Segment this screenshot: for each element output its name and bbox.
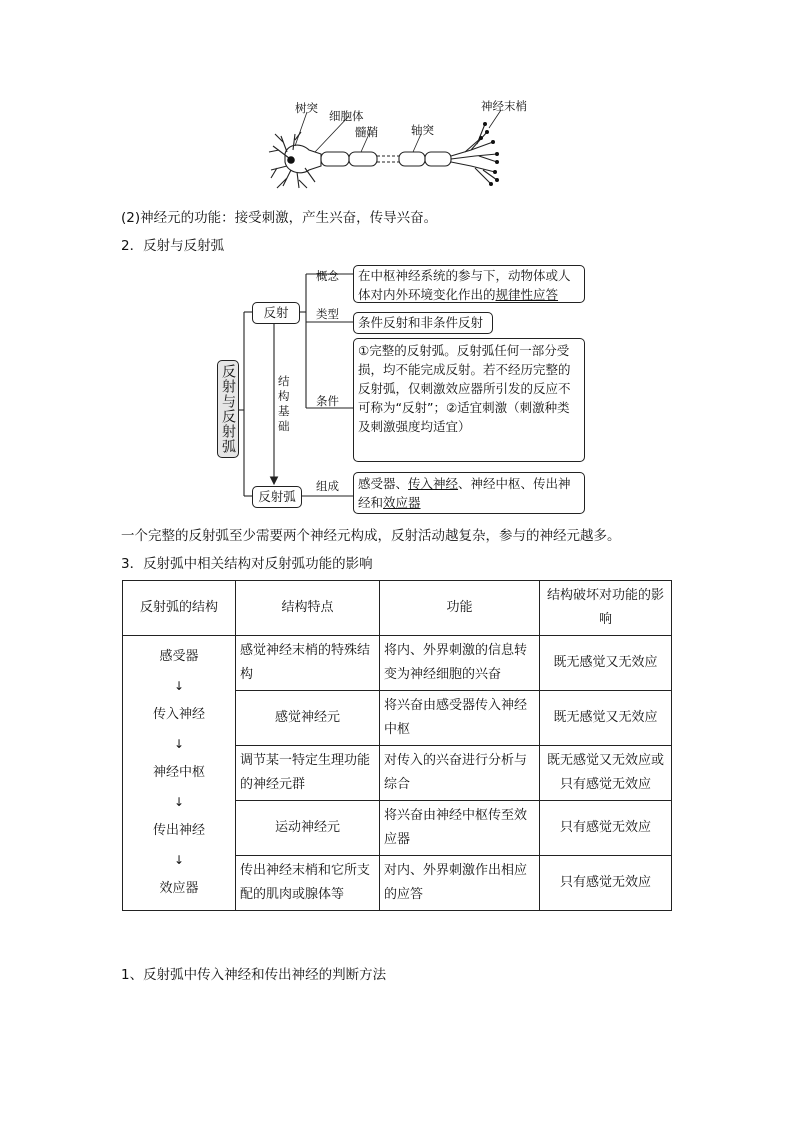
- table-cell: 将兴奋由感受器传入神经中枢: [380, 691, 540, 746]
- chain-node: 效应器: [159, 881, 199, 896]
- table-cell: 只有感觉无效应: [540, 856, 672, 911]
- concept-text-underlined: 规律性应答: [495, 287, 559, 302]
- chain-node: 传入神经: [152, 707, 205, 722]
- table-cell: 将兴奋由神经中枢传至效应器: [380, 801, 540, 856]
- root-node-label: 反射与反射弧: [220, 364, 236, 454]
- neuron-count-note: 一个完整的反射弧至少需要两个神经元构成，反射活动越复杂，参与的神经元越多。: [121, 528, 621, 544]
- reflex-arc-chain: [127, 645, 231, 901]
- box-composition: [353, 472, 585, 514]
- table-cell: 对内、外界刺激作出相应的应答: [380, 856, 540, 911]
- neuron-diagram: [265, 96, 535, 196]
- table-header: 反射弧的结构: [123, 581, 236, 636]
- chain-node: 神经中枢: [152, 765, 205, 780]
- table-cell: 对传入的兴奋进行分析与综合: [380, 746, 540, 801]
- label-cell-body: 细胞体: [329, 109, 364, 123]
- composition-text-a: 感受器、: [358, 476, 409, 491]
- reflex-concept-map: [210, 262, 590, 516]
- node-reflex-arc: 反射弧: [252, 486, 302, 508]
- table-cell: 运动神经元: [236, 801, 380, 856]
- label-structure-basis: 结构基础: [278, 374, 292, 434]
- down-arrow-icon: ↓: [173, 737, 185, 751]
- concept-text: 在中枢神经系统的参与下，动物体或人体对内外环境变化作出的: [358, 268, 571, 302]
- table-cell: 感觉神经元: [236, 691, 380, 746]
- reflex-arc-chain-cell: [123, 636, 236, 911]
- reflex-arc-structure-table: [122, 580, 672, 911]
- section-2-heading: 2．反射与反射弧: [121, 238, 225, 254]
- label-myelin: 髓鞘: [355, 125, 378, 139]
- root-node-reflex-and-arc: [217, 360, 239, 458]
- footer-heading: 1、反射弧中传入神经和传出神经的判断方法: [121, 967, 387, 983]
- table-header-row: [123, 581, 672, 636]
- table-cell: 既无感觉又无效应或只有感觉无效应: [540, 746, 672, 801]
- box-type: 条件反射和非条件反射: [353, 312, 493, 334]
- node-reflex: 反射: [252, 302, 300, 324]
- table-cell: 调节某一特定生理功能的神经元群: [236, 746, 380, 801]
- table-header: 功能: [380, 581, 540, 636]
- chain-node: 感受器: [159, 649, 199, 664]
- table-header: 结构破坏对功能的影响: [540, 581, 672, 636]
- table-cell: 只有感觉无效应: [540, 801, 672, 856]
- box-condition: ①完整的反射弧。反射弧任何一部分受损，均不能完成反射。若不经历完整的反射弧，仅刺激效应器所引发的反应不可称为“反射”；②适宜刺激（刺激种类及刺激强度均适宜）: [353, 338, 585, 462]
- chain-node: 传出神经: [152, 823, 205, 838]
- table-cell: 既无感觉又无效应: [540, 691, 672, 746]
- label-condition: 条件: [316, 394, 339, 408]
- neuron-function-text: (2)神经元的功能：接受刺激，产生兴奋，传导兴奋。: [121, 210, 438, 226]
- label-nerve-ending: 神经末梢: [481, 99, 527, 113]
- table-cell: 将内、外界刺激的信息转变为神经细胞的兴奋: [380, 636, 540, 691]
- label-concept: 概念: [316, 269, 339, 283]
- down-arrow-icon: ↓: [173, 795, 185, 809]
- label-type: 类型: [316, 307, 339, 321]
- label-axon: 轴突: [411, 123, 434, 137]
- box-concept: [353, 265, 585, 303]
- composition-effector: 效应器: [383, 495, 421, 510]
- table-cell: 既无感觉又无效应: [540, 636, 672, 691]
- label-composition: 组成: [316, 479, 339, 493]
- section-3-heading: 3．反射弧中相关结构对反射弧功能的影响: [121, 556, 373, 572]
- table-header: 结构特点: [236, 581, 380, 636]
- table-cell: 感觉神经末梢的特殊结构: [236, 636, 380, 691]
- table-row: [123, 636, 672, 691]
- table-cell: 传出神经末梢和它所支配的肌肉或腺体等: [236, 856, 380, 911]
- composition-afferent: 传入神经: [408, 476, 459, 491]
- down-arrow-icon: ↓: [173, 679, 185, 693]
- label-dendrite: 树突: [295, 101, 318, 115]
- down-arrow-icon: ↓: [173, 853, 185, 867]
- composition-text-b: 、神经中枢、传出神经和: [358, 476, 571, 510]
